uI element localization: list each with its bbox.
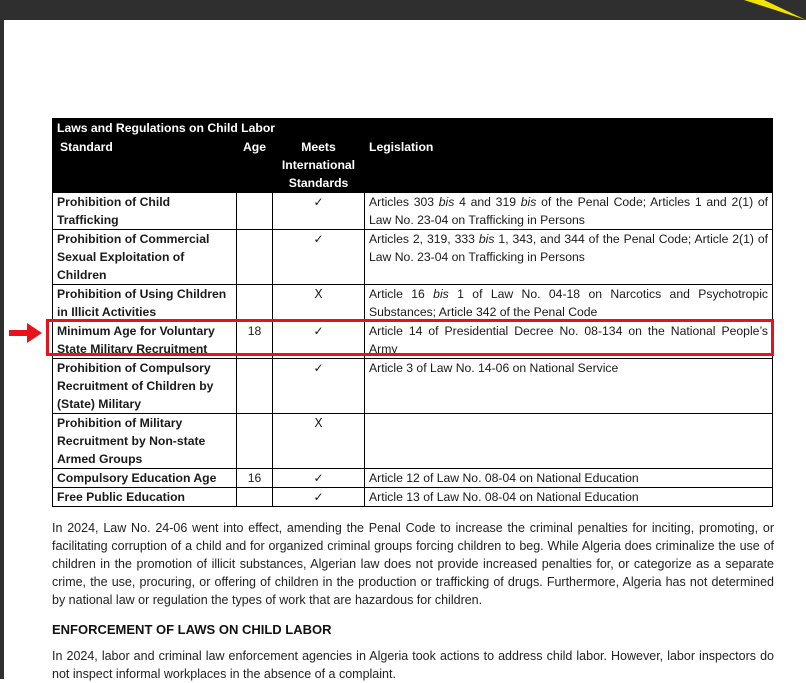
row-legislation: Article 14 of Presidential Decree No. 08-134 on the National People’s Army	[365, 322, 773, 359]
row-meets-standard: ✓	[273, 193, 365, 230]
row-standard: Compulsory Education Age	[53, 469, 237, 488]
row-standard: Prohibition of Using Children in Illicit Activities	[53, 285, 237, 322]
header-meets-line1: Meets	[301, 140, 336, 154]
row-standard: Free Public Education	[53, 488, 237, 507]
viewer-top-bar	[0, 0, 806, 20]
table-title: Laws and Regulations on Child Labor	[53, 119, 773, 138]
row-meets-standard: ✓	[273, 488, 365, 507]
table-row	[53, 488, 773, 507]
row-meets-standard: ✓	[273, 322, 365, 359]
body-paragraph-2: In 2024, labor and criminal law enforcement agencies in Algeria took actions to address child labor. However, labor inspectors do not inspect informal workplaces in the absence of a complaint.	[52, 649, 774, 681]
row-legislation: Articles 303 bis 4 and 319 bis of the Penal Code; Articles 1 and 2(1) of Law No. 23-04 on Trafficking in Persons	[365, 193, 773, 230]
body-paragraph-1: In 2024, Law No. 24-06 went into effect, amending the Penal Code to increase the criminal penalties for inciting, promoting, or facilitating corruption of a child and for organized criminal groups forcing children to beg. While Algeria does criminalize the use of children in the promotion of illicit substances, Algerian law does not provide increased penalties for, or categorize as a separate crime, the use, procuring, or offering of children in the production or trafficking of drugs. Furthermore, Algeria has not determined by national law or regulation the types of work that are hazardous for children.	[52, 521, 774, 607]
row-meets-standard: X	[273, 414, 365, 469]
row-meets-standard: ✓	[273, 230, 365, 285]
row-age	[237, 230, 273, 285]
row-standard: Minimum Age for Voluntary State Military Recruitment	[53, 322, 237, 359]
row-legislation: Articles 2, 319, 333 bis 1, 343, and 344 of the Penal Code; Article 2(1) of Law No. 23-04 on Trafficking in Persons	[365, 230, 773, 285]
row-age	[237, 414, 273, 469]
table-row	[53, 414, 773, 469]
table-row	[53, 469, 773, 488]
row-standard: Prohibition of Military Recruitment by Non-state Armed Groups	[53, 414, 237, 469]
row-legislation	[365, 414, 773, 469]
header-meets-line3: Standards	[288, 176, 349, 190]
header-legislation: Legislation	[365, 138, 773, 193]
header-meets-line2: International	[281, 158, 356, 172]
row-legislation: Article 16 bis 1 of Law No. 04-18 on Narcotics and Psychotropic Substances; Article 342 of the Penal Code	[365, 285, 773, 322]
row-legislation: Article 12 of Law No. 08-04 on National Education	[365, 469, 773, 488]
row-age: 16	[237, 469, 273, 488]
table-row	[53, 285, 773, 322]
corner-accent-overlay	[764, 0, 806, 20]
row-legislation: Article 13 of Law No. 08-04 on National Education	[365, 488, 773, 507]
header-age: Age	[237, 138, 273, 193]
table-row	[53, 230, 773, 285]
row-meets-standard: X	[273, 285, 365, 322]
laws-table	[52, 118, 773, 507]
table-row	[53, 359, 773, 414]
row-age: 18	[237, 322, 273, 359]
row-standard: Prohibition of Commercial Sexual Exploitation of Children	[53, 230, 237, 285]
row-meets-standard: ✓	[273, 359, 365, 414]
red-arrow-icon	[9, 322, 43, 344]
row-age	[237, 193, 273, 230]
table-row	[53, 193, 773, 230]
row-age	[237, 359, 273, 414]
row-meets-standard: ✓	[273, 469, 365, 488]
table-body	[53, 193, 773, 507]
header-meets-standards	[273, 138, 365, 193]
section-heading: ENFORCEMENT OF LAWS ON CHILD LABOR	[52, 622, 332, 637]
row-age	[237, 285, 273, 322]
table-title-row	[53, 119, 773, 138]
header-standard: Standard	[53, 138, 237, 193]
row-standard: Prohibition of Child Trafficking	[53, 193, 237, 230]
table-row	[53, 322, 773, 359]
row-age	[237, 488, 273, 507]
row-standard: Prohibition of Compulsory Recruitment of Children by (State) Military	[53, 359, 237, 414]
row-legislation: Article 3 of Law No. 14-06 on National Service	[365, 359, 773, 414]
table-header-row	[53, 138, 773, 193]
